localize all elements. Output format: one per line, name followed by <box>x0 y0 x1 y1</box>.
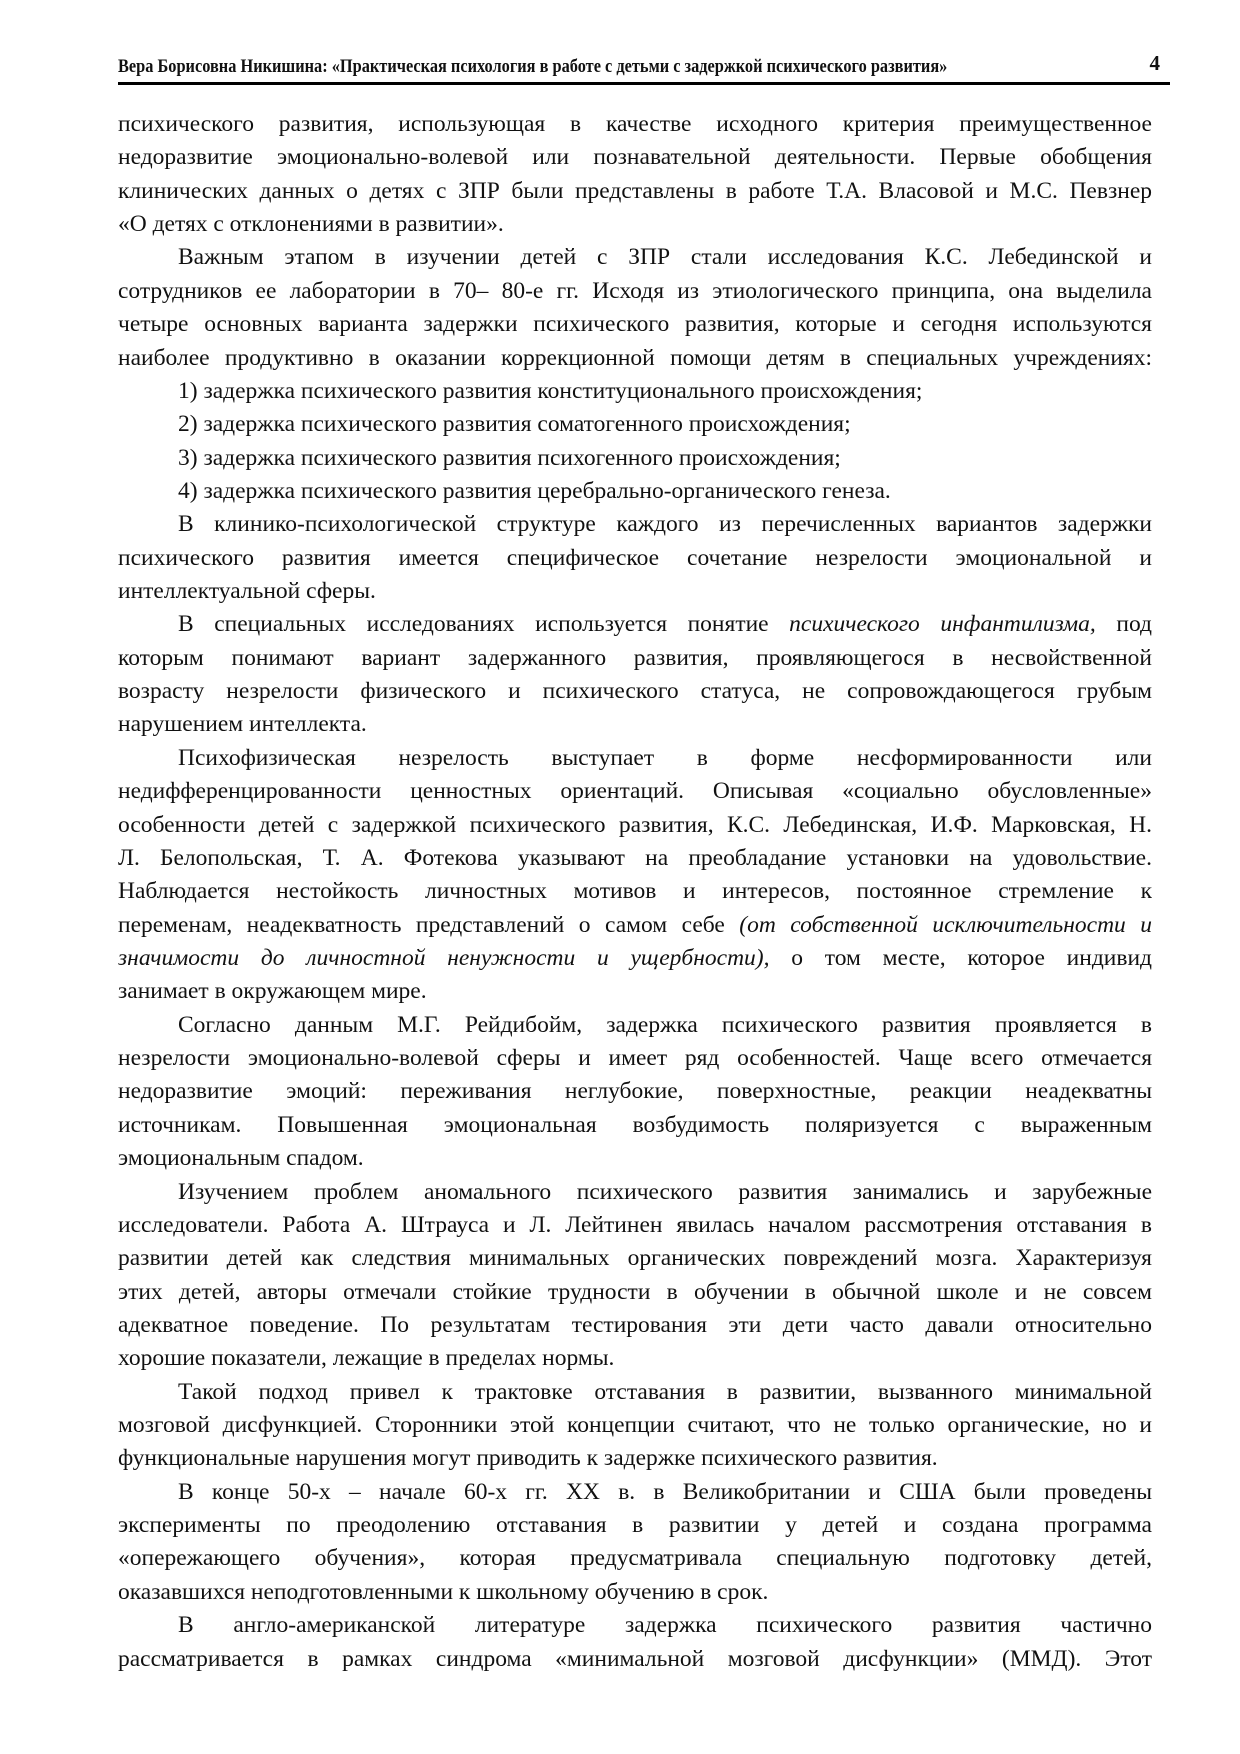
text-line <box>118 1142 1152 1175</box>
text-line <box>118 1409 1152 1442</box>
text-segment: недифференцированности ценностных ориентаций. Описывая «социально обусловленные» <box>118 778 1152 805</box>
text-segment: которым понимают вариант задержанного развития, проявляющегося в несвойственной <box>118 644 1152 671</box>
text-line <box>118 608 1152 641</box>
text-segment: 3) задержка психического развития психогенного происхождения; <box>178 444 841 471</box>
text-segment: хорошие показатели, лежащие в пределах нормы. <box>118 1345 615 1372</box>
text-segment: особенности детей с задержкой психического развития, К.С. Лебединская, И.Ф. Марковская, Н. <box>118 811 1152 838</box>
text-segment: переменам, неадекватность представлений о самом себе <box>118 911 740 938</box>
text-segment: источникам. Повышенная эмоциональная возбудимость поляризуется с выраженным <box>118 1111 1152 1138</box>
text-segment: интеллектуальной сферы. <box>118 578 376 605</box>
text-segment: эксперименты по преодолению отставания в развитии у детей и создана программа <box>118 1512 1152 1539</box>
text-line <box>118 342 1152 375</box>
text-segment: эмоциональным спадом. <box>118 1145 364 1172</box>
text-line <box>118 108 1152 141</box>
text-segment: этих детей, авторы отмечали стойкие трудности в обучении в обычной школе и не совсем <box>118 1278 1152 1305</box>
text-line <box>118 1109 1152 1142</box>
list-item <box>118 375 1152 408</box>
text-segment: Л. Белопольская, Т. А. Фотекова указывают на преобладание установки на удовольствие. <box>118 844 1152 871</box>
text-segment: занимает в окружающем мире. <box>118 978 427 1005</box>
text-line <box>118 1442 1152 1475</box>
text-segment: недоразвитие эмоционально-волевой или познавательной деятельности. Первые обобщения <box>118 144 1152 171</box>
text-segment: клинических данных о детях с ЗПР были представлены в работе Т.А. Власовой и М.С. Певзнер <box>118 177 1152 204</box>
text-segment: 2) задержка психического развития соматогенного происхождения; <box>178 411 851 438</box>
list-item <box>118 408 1152 441</box>
text-line <box>118 1176 1152 1209</box>
text-segment: В специальных исследованиях используется понятие <box>178 611 790 638</box>
text-line <box>118 208 1152 241</box>
text-line <box>118 1242 1152 1275</box>
text-line <box>118 241 1152 274</box>
text-segment: Согласно данным М.Г. Рейдибойм, задержка психического развития проявляется в <box>178 1011 1152 1038</box>
text-segment: В конце 50-х – начале 60-х гг. XX в. в Великобритании и США были проведены <box>178 1478 1152 1505</box>
text-segment: рассматривается в рамках синдрома «минимальной мозговой дисфункции» (ММД). Этот <box>118 1645 1152 1672</box>
text-segment: 4) задержка психического развития церебрально-органического генеза. <box>178 477 891 504</box>
text-segment: оказавшихся неподготовленными к школьному обучению в срок. <box>118 1578 769 1605</box>
text-segment: Такой подход привел к трактовке отставания в развитии, вызванного минимальной <box>178 1378 1152 1405</box>
text-segment: возрасту незрелости физического и психического статуса, не сопровождающегося грубым <box>118 678 1152 705</box>
text-segment: наиболее продуктивно в оказании коррекционной помощи детям в специальных учреждениях: <box>118 344 1152 371</box>
text-line <box>118 942 1152 975</box>
text-line <box>118 141 1152 174</box>
text-line <box>118 1042 1152 1075</box>
text-segment: «О детях с отклонениями в развитии». <box>118 211 504 238</box>
text-line <box>118 1276 1152 1309</box>
text-segment: 1) задержка психического развития конституционального происхождения; <box>178 377 923 404</box>
text-segment: мозговой дисфункцией. Сторонники этой концепции считают, что не только органические, но и <box>118 1412 1152 1439</box>
text-line <box>118 775 1152 808</box>
text-line <box>118 742 1152 775</box>
text-line <box>118 1609 1152 1642</box>
text-line <box>118 1542 1152 1575</box>
text-line <box>118 1376 1152 1409</box>
text-line <box>118 275 1152 308</box>
text-line <box>118 1576 1152 1609</box>
text-segment: четыре основных варианта задержки психического развития, которые и сегодня используются <box>118 311 1152 338</box>
text-line <box>118 1009 1152 1042</box>
list-item <box>118 475 1152 508</box>
text-line <box>118 675 1152 708</box>
running-header <box>118 50 1170 85</box>
text-line <box>118 875 1152 908</box>
text-line <box>118 542 1152 575</box>
text-segment: функциональные нарушения могут приводить к задержке психического развития. <box>118 1445 938 1472</box>
text-line <box>118 1342 1152 1375</box>
text-line <box>118 708 1152 741</box>
text-segment: В англо-американской литературе задержка психического развития частично <box>178 1612 1152 1639</box>
text-segment: незрелости эмоционально-волевой сферы и имеет ряд особенностей. Чаще всего отмечается <box>118 1045 1152 1072</box>
text-segment: адекватное поведение. По результатам тестирования эти дети часто давали относительно <box>118 1311 1152 1338</box>
text-segment: Изучением проблем аномального психического развития занимались и зарубежные <box>178 1178 1152 1205</box>
text-line <box>118 1476 1152 1509</box>
text-line <box>118 1309 1152 1342</box>
text-segment: Наблюдается нестойкость личностных мотивов и интересов, постоянное стремление к <box>118 878 1152 905</box>
text-segment: под <box>1095 611 1152 638</box>
text-segment: «опережающего обучения», которая предусматривала специальную подготовку детей, <box>118 1545 1152 1572</box>
text-segment: нарушением интеллекта. <box>118 711 367 738</box>
text-line <box>118 575 1152 608</box>
text-segment: психического развития, использующая в качестве исходного критерия преимущественное <box>118 111 1152 137</box>
text-segment: сотрудников ее лаборатории в 70– 80-е гг. Исходя из этиологического принципа, она выделила <box>118 277 1152 304</box>
text-line <box>118 308 1152 341</box>
italic-text: значимости до личностной ненужности и ущербности), <box>118 944 770 971</box>
italic-text: психического инфантилизма, <box>789 611 1096 638</box>
header-title: Вера Борисовна Никишина: «Практическая психология в работе с детьми с задержкой психического развития» <box>118 56 948 77</box>
text-line <box>118 1209 1152 1242</box>
document-body <box>118 108 1152 1676</box>
text-line <box>118 1509 1152 1542</box>
text-segment: Важным этапом в изучении детей с ЗПР стали исследования К.С. Лебединской и <box>178 244 1152 271</box>
text-segment: развитии детей как следствия минимальных органических повреждений мозга. Характеризуя <box>118 1245 1152 1272</box>
text-segment: психического развития имеется специфическое сочетание незрелости эмоциональной и <box>118 544 1152 571</box>
text-line <box>118 642 1152 675</box>
list-item <box>118 442 1152 475</box>
text-line <box>118 1643 1152 1676</box>
text-segment: В клинико-психологической структуре каждого из перечисленных вариантов задержки <box>178 511 1152 538</box>
text-line <box>118 175 1152 208</box>
text-segment: недоразвитие эмоций: переживания неглубокие, поверхностные, реакции неадекватны <box>118 1078 1152 1105</box>
text-line <box>118 809 1152 842</box>
text-line <box>118 842 1152 875</box>
italic-text: (от собственной исключительности и <box>739 911 1152 938</box>
text-segment: о том месте, которое индивид <box>769 944 1152 971</box>
text-segment: исследователи. Работа А. Штрауса и Л. Лейтинен явилась началом рассмотрения отставания в <box>118 1211 1152 1238</box>
text-line <box>118 508 1152 541</box>
text-segment: Психофизическая незрелость выступает в форме несформированности или <box>178 744 1152 771</box>
page-number: 4 <box>1149 51 1160 75</box>
text-line <box>118 975 1152 1008</box>
text-line <box>118 909 1152 942</box>
text-line <box>118 1075 1152 1108</box>
